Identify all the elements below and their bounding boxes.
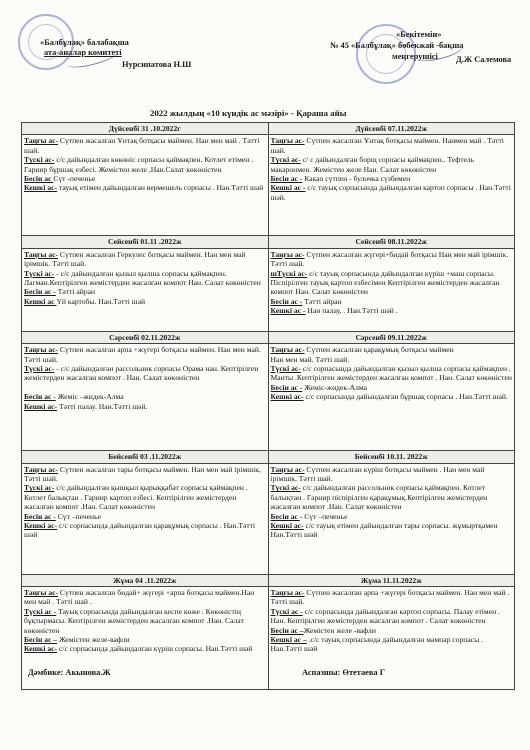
meal-line — [271, 250, 513, 269]
day-header: Бейсенбі 10.11. 2022ж — [268, 451, 515, 463]
meal-text: с/ с дайындалған борщ сорпасы қаймақпен.. Тефтель макаронмен. Жемістен желе Нан. Салат көкөністен — [270, 155, 475, 174]
meal-line — [24, 635, 266, 644]
nurse-signature: Дәмбике: Акынова.Ж — [28, 668, 111, 677]
meal-label: Бесін ас — [270, 511, 300, 521]
day-header-row — [22, 574, 515, 586]
day-menu-cell — [22, 248, 269, 331]
meal-line — [271, 465, 513, 484]
stamp-left — [18, 14, 74, 70]
day-header-row — [22, 451, 515, 463]
day-menu-cell — [268, 344, 515, 451]
meal-text: с/с дайындалған көкөніс сорпасы қаймақпен. Котлет етімен . Гарнир бұршақ езбесі. Жемістен желе ,Нан.Салат көкөністен — [24, 155, 254, 174]
meal-text: Сүтпен жасалған тары ботқасы маймен. Нан мен май ірімшік, Тәтті шай. — [24, 464, 261, 484]
meal-label: Таңғы ас- — [270, 588, 305, 598]
meal-text: Сүтпен жасалған жүгері+бидай ботқасы Нан мен май ірімшік. Тәтті шай. — [270, 249, 509, 269]
meal-text: Сүтпен жасалған Ұнтақ ботқасы маймен. Нанмен май . Тәтті шай. — [270, 136, 504, 155]
day-header: Сейсенбі 08.11.2022ж — [268, 236, 515, 248]
meal-line — [271, 269, 513, 297]
meal-label: Таңғы ас- — [270, 345, 305, 355]
meal-text: с/с тауық сорпасында дайындалған күріш +маш сорпасы. Піспірілген тауық картоп езбесімен Кептірілген жемістерден жасалған компот Нан. Салат көкөністен — [270, 268, 500, 297]
meal-label: Кешкі ас- — [24, 183, 58, 193]
meal-line — [24, 174, 266, 183]
meal-text: с/с тауық сорпасында дайындалған картоп сорпасы . Нан.Тәтті шәй. — [270, 183, 511, 202]
meal-label: Бесін ас - — [24, 511, 56, 521]
meal-text: Сүтпен жасалған арпа +жүгері ботқасы маймен. Нан мен май. Тәтті шай. — [24, 345, 261, 364]
day-header: Сәрсенбі 09.11.2022ж — [268, 331, 515, 343]
meal-label: Түскі ас - — [24, 606, 57, 616]
meal-label: Түскі ас- — [24, 155, 55, 165]
meal-text: с/с сорпасында дайындалған қарақұмық сорпасы . Нан.Тәтті шәй — [24, 521, 256, 540]
committee-signer: Нурсипатова Н.Ш — [122, 60, 192, 69]
meal-label: Таңғы ас- — [270, 464, 305, 474]
committee-subtitle: ата-аналар комитеті — [44, 48, 122, 57]
meal-line — [24, 644, 266, 653]
day-header-row — [22, 331, 515, 343]
meal-text: .с/с тауық сорпасында дайындалған мампар сорпасы . Нан.Тәтті шәй — [270, 635, 483, 654]
meal-text: Сүт -печенье — [53, 174, 96, 184]
meal-text: Тауық сорпасында дайындалған кеспе көже . Көкөністің бұқтырмасы. Кептірілген жемістерден жасалған компот .Нан. Салат көкөністен — [24, 606, 244, 635]
meal-label: Бесін ас - — [24, 392, 56, 402]
meal-line — [271, 364, 513, 383]
meal-line — [24, 588, 266, 607]
meal-line — [24, 250, 266, 269]
meal-label: Бесін ас - — [270, 174, 303, 184]
day-menu-cell — [268, 248, 515, 331]
approval-name: Д.Ж Салемова — [456, 55, 512, 64]
meal-line — [271, 588, 513, 607]
meal-text: Нан палау, . Нан.Тәтті шәй . — [305, 306, 398, 316]
meal-text: с/с сорпасында дайындалған бұршақ сорпасы . Нан.Тәтті шәй. — [303, 392, 508, 402]
day-menu-row — [22, 135, 515, 236]
meal-label: Кешкі ас- — [270, 392, 304, 402]
meal-label: Таңғы ас- — [24, 345, 59, 355]
menu-table — [21, 122, 515, 690]
meal-label: Бесін ас – — [270, 625, 304, 635]
day-header: Бейсенбі 03 .11.2022ж — [22, 451, 269, 463]
day-header: Дүйсенбі 31 .10.2022г — [22, 123, 269, 135]
day-menu-row — [22, 248, 515, 331]
meal-line — [24, 136, 266, 155]
meal-line — [24, 521, 266, 540]
day-header: Сәрсенбі 02.11.2022ж — [22, 331, 269, 343]
stamp-right — [356, 24, 416, 84]
day-menu-cell — [22, 135, 269, 236]
meal-text: Үй картобы. Нан.Тәтті шәй — [56, 296, 146, 306]
day-header-row — [22, 123, 515, 135]
meal-line — [271, 483, 513, 511]
meal-label: Түскі ас- — [270, 155, 301, 165]
meal-text: с/с сорпасында дайындалған күріш сорпасы. Нан.Тәтті шәй — [57, 644, 253, 654]
meal-label: Түскі ас- — [24, 268, 55, 278]
meal-line — [271, 626, 513, 635]
day-header-row — [22, 236, 515, 248]
meal-label: Түскі ас- — [24, 483, 55, 493]
meal-label: Таңғы ас- — [24, 249, 59, 259]
meal-line — [271, 297, 513, 306]
meal-line — [24, 512, 266, 521]
meal-line — [24, 364, 266, 383]
meal-line — [24, 483, 266, 511]
committee-title: «Балбұлақ» балабақша — [40, 38, 129, 47]
day-menu-cell — [22, 344, 269, 451]
meal-text: Сүтпен жасалған Геркулес ботқасы маймен. Нан мен май ірімшік. Тәтті шай. — [24, 249, 246, 269]
meal-line — [271, 392, 513, 401]
meal-label: Кешкі ас — [24, 296, 57, 306]
meal-label: шТүскі ас- — [270, 268, 308, 278]
meal-line — [24, 297, 266, 306]
meal-text: Тәтті палау. Нан.Тәтті шәй. — [57, 401, 148, 411]
meal-line — [271, 183, 513, 202]
meal-text: Сүтпен жасалған күріш ботқасы маймен . Нан мен май ірімшік, Тәтті шай. — [270, 464, 485, 484]
meal-label: Бесін ас – — [24, 635, 58, 645]
day-menu-cell — [268, 463, 515, 574]
meal-line — [271, 355, 513, 364]
meal-line — [24, 269, 266, 288]
meal-text: Тәтті айран — [55, 287, 96, 297]
meal-label: Кешкі ас- — [24, 521, 58, 531]
meal-line — [271, 512, 513, 521]
meal-text: Какао сүтпен - булочка сүзбемен — [302, 174, 411, 184]
meal-label: Кешкі ас- — [24, 401, 58, 411]
meal-line — [24, 607, 266, 635]
meal-line — [271, 174, 513, 183]
meal-text: - Сүт –печенье — [299, 511, 348, 521]
meal-label: Бесін ас — [24, 174, 54, 184]
meal-text: Жемістен желе-вафли — [57, 635, 130, 645]
meal-line — [24, 392, 266, 401]
day-menu-cell — [268, 135, 515, 236]
day-menu-row — [22, 463, 515, 574]
meal-line — [271, 136, 513, 155]
meal-line — [271, 521, 513, 540]
meal-line — [24, 345, 266, 364]
approval-title: «Бекітемін» — [396, 30, 442, 39]
meal-line — [271, 607, 513, 626]
meal-line — [24, 402, 266, 411]
meal-label: Кешкі ас - — [270, 306, 306, 316]
meal-label: Таңғы ас- — [24, 464, 59, 474]
meal-text: Жемістен желе -вафли — [303, 625, 376, 635]
meal-text: Тәтті айран — [302, 296, 342, 306]
meal-text: Сүтпен жасалған арпа +жүгері ботқасы маймен. Нан мен май . Тәтті шай. — [270, 588, 510, 607]
meal-text: - с/с дайындалған қызыл қылша сорпасы қаймақпен. Лагман.Кептірілген жемістерден жасалған компот Нан. Салат көкөністен — [24, 268, 261, 288]
meal-label: Түскі ас- — [270, 483, 301, 493]
meal-label: Түскі ас- — [24, 364, 55, 374]
meal-text: Сүтпен жасалған қарақұмық ботқасы маймен — [304, 345, 454, 355]
meal-text: Сүтпен жасалған Ұнтақ ботқасы маймен. Нан мен май . Тәтті шай. — [24, 136, 260, 155]
menu-title: 2022 жылдың «10 күндік ас мәзірі» - Қараша айы — [150, 108, 347, 118]
meal-label: Кешкі ас - — [270, 183, 306, 193]
meal-label: Түскі ас- — [270, 364, 301, 374]
meal-line — [24, 383, 266, 392]
day-header: Дүйсенбі 07.11.2022ж — [268, 123, 515, 135]
meal-line — [24, 155, 266, 174]
approval-role: меңгерушісі — [392, 52, 438, 61]
meal-label: Таңғы ас- — [270, 136, 305, 146]
meal-label: Бесін ас - — [270, 296, 303, 306]
meal-line — [24, 183, 266, 192]
meal-text: с/с дайындалған рассольник сорпасы қаймақпен. Котлет балықтан . Гарнир піспірілген қарақұмық.Кептірілген жемістерден жасалған компот .Нан. Салат көкөністен — [270, 483, 488, 512]
meal-line — [24, 465, 266, 484]
day-header: Жұма 11.11.2022ж — [268, 574, 515, 586]
meal-line — [24, 287, 266, 296]
meal-text: Жеміс-жидек-Алма — [302, 382, 368, 392]
approval-org: № 45 «Балбұлақ» бөбекжай -бақша — [330, 41, 464, 50]
meal-text: с/с тауық етімен дайындалған тары сорпасы. жұмыртқамен Нан.Тәтті шәй — [270, 521, 498, 540]
meal-line — [271, 345, 513, 354]
meal-label: Таңғы ас- — [270, 249, 305, 259]
meal-label: Кешкі ас- — [24, 644, 58, 654]
meal-text: с/с сорпасында дайындалған қызыл қылша сорпасы қаймақпен . Манты .Кептірілген жемістерден жасалған компот . Нан. Салат көкөністен — [270, 364, 512, 383]
meal-line — [271, 635, 513, 654]
cook-signature: Аспазшы: Өтетаева Г — [302, 668, 386, 677]
meal-line — [271, 383, 513, 392]
meal-text: с/с сорпасында дайындалған картоп сорпасы. Палау етімен . Нан. Кептірілген жемістерден жасалған компот . Салат көкөністен — [270, 606, 500, 626]
meal-text: с/с дайындалған қышқыл қырыққабат сорпасы қаймақпен . Котлет балықтан . Гарнир картоп езбесі. Кептірілген жемістерден жасалған компот .Нан. Салат көкөністен — [24, 483, 248, 512]
meal-text: - с/с дайындалған рассольник сорпасы Орама нан. Кептірілген жемістерден жасалған компот . Нан. Салат көкөністен — [24, 364, 259, 383]
meal-label: Кешкі ас- — [270, 521, 304, 531]
meal-text: тауық етімен дайындалған вермешель сорпасы . Нан.Тәтті шәй — [57, 183, 264, 193]
day-header: Жұма 04 .11.2022ж — [22, 574, 269, 586]
meal-text: Жеміс –жидек-Алма — [55, 392, 124, 402]
meal-label: Бесін ас - — [24, 287, 56, 297]
meal-line — [271, 155, 513, 174]
meal-text: Сүт –печенье — [55, 511, 101, 521]
meal-text: Нан мен май. Тәтті шай. — [270, 354, 350, 364]
day-menu-cell — [22, 463, 269, 574]
meal-text: Сүтпен жасалған бидай+ жүгері +арпа ботқасы маймен.Нан мен май . Тәтті шай . — [24, 588, 255, 607]
day-menu-row — [22, 344, 515, 451]
meal-label: Таңғы ас- — [24, 136, 59, 146]
meal-label: Бесін ас - — [270, 382, 303, 392]
meal-line — [271, 306, 513, 315]
meal-label: Таңғы ас- — [24, 588, 59, 598]
meal-label: Кешкі ас – — [270, 635, 307, 645]
day-header: Сейсенбі 01.11 .2022ж — [22, 236, 269, 248]
meal-label: Түскі ас - — [270, 606, 303, 616]
